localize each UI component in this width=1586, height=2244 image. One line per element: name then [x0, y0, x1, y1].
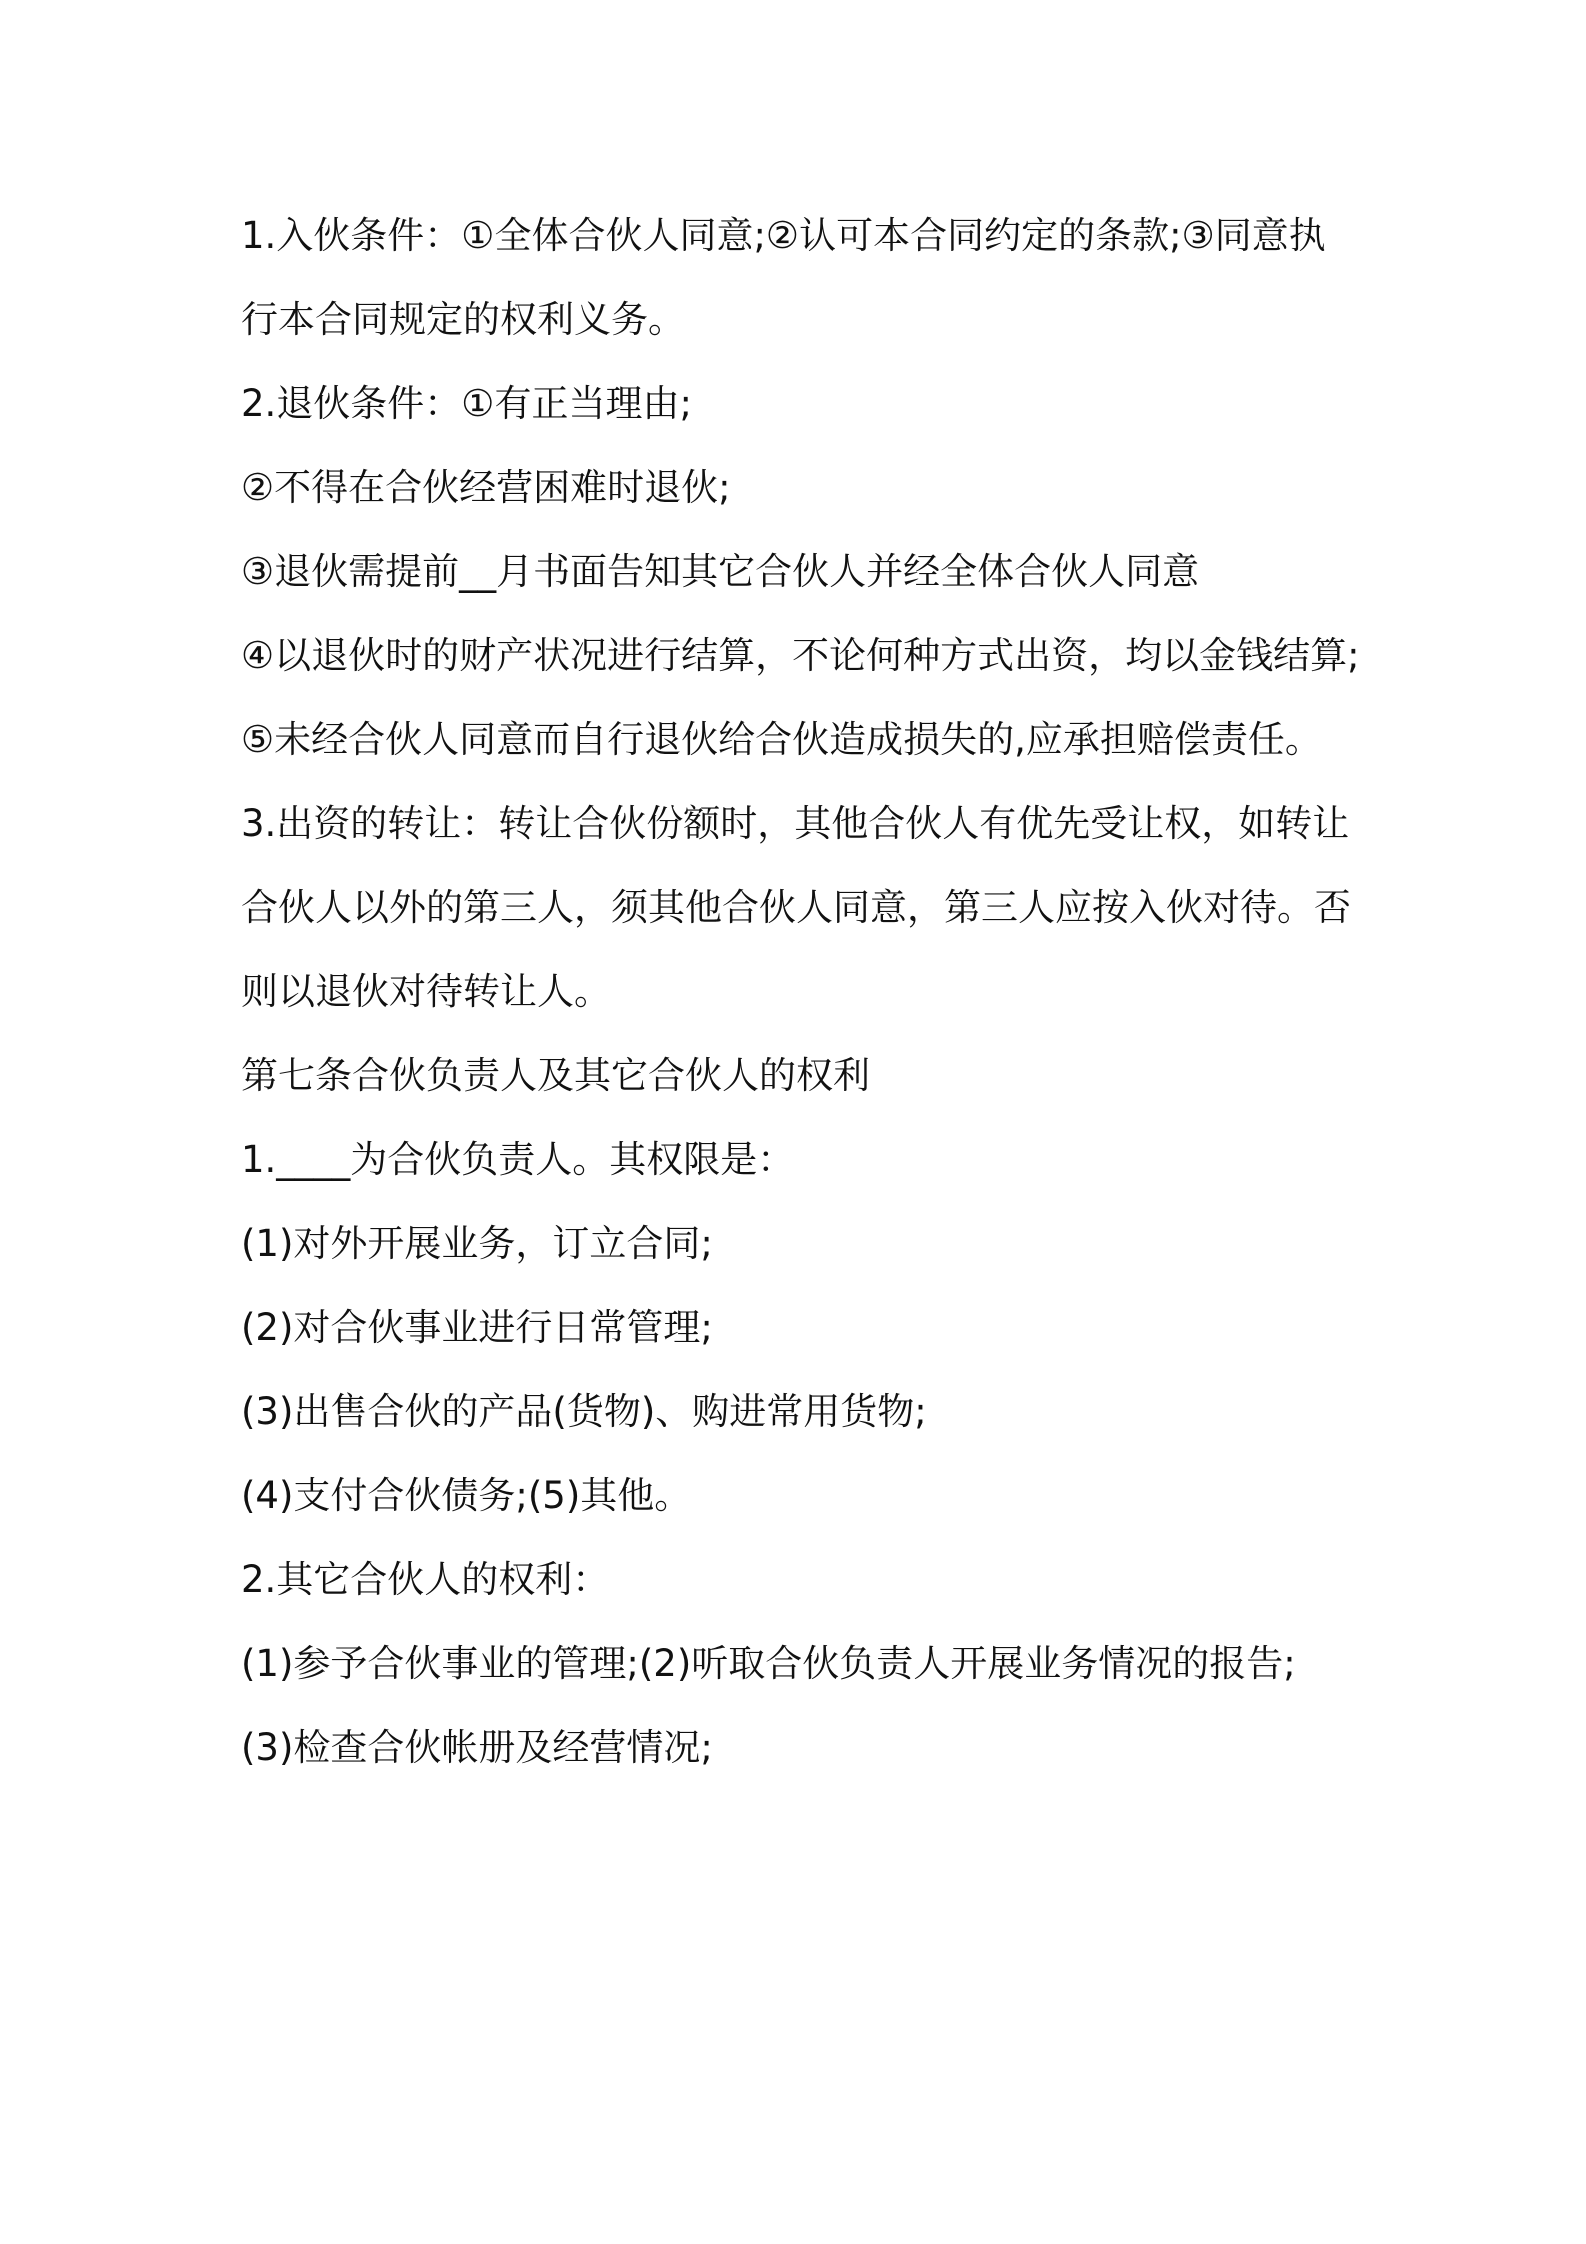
- paragraph-withdrawal-conditions: 2.退伙条件：①有正当理由;: [241, 382, 692, 425]
- paragraph-responsible-partner: 1.____为合伙负责人。其权限是：: [241, 1138, 795, 1181]
- paragraph-rights-1-2: (1)参予合伙事业的管理;(2)听取合伙负责人开展业务情况的报告;: [241, 1642, 1296, 1685]
- paragraph-rights-3: (3)检查合伙帐册及经营情况;: [241, 1726, 713, 1769]
- paragraph-join-conditions: 1.入伙条件：①全体合伙人同意;②认可本合同约定的条款;③同意执行本合同规定的权利义务。: [241, 214, 1326, 341]
- paragraph-authority-3: (3)出售合伙的产品(货物)、购进常用货物;: [241, 1390, 927, 1433]
- section-heading-article-7: 第七条合伙负责人及其它合伙人的权利: [241, 1054, 870, 1097]
- paragraph-authority-1: (1)对外开展业务，订立合同;: [241, 1222, 713, 1265]
- paragraph-withdrawal-item-3: ③退伙需提前__月书面告知其它合伙人并经全体合伙人同意: [241, 550, 1200, 593]
- paragraph-capital-transfer: 3.出资的转让：转让合伙份额时，其他合伙人有优先受让权，如转让合伙人以外的第三人，须其他合伙人同意，第三人应按入伙对待。否则以退伙对待转让人。: [241, 802, 1351, 1013]
- document-body: [241, 194, 1361, 1790]
- paragraph-withdrawal-item-4: ④以退伙时的财产状况进行结算，不论何种方式出资，均以金钱结算;: [241, 634, 1360, 677]
- paragraph-other-partners-rights: 2.其它合伙人的权利：: [241, 1558, 610, 1601]
- paragraph-authority-2: (2)对合伙事业进行日常管理;: [241, 1306, 713, 1349]
- paragraph-withdrawal-item-5: ⑤未经合伙人同意而自行退伙给合伙造成损失的,应承担赔偿责任。: [241, 718, 1322, 761]
- paragraph-authority-4-5: (4)支付合伙债务;(5)其他。: [241, 1474, 692, 1517]
- paragraph-withdrawal-item-2: ②不得在合伙经营困难时退伙;: [241, 466, 731, 509]
